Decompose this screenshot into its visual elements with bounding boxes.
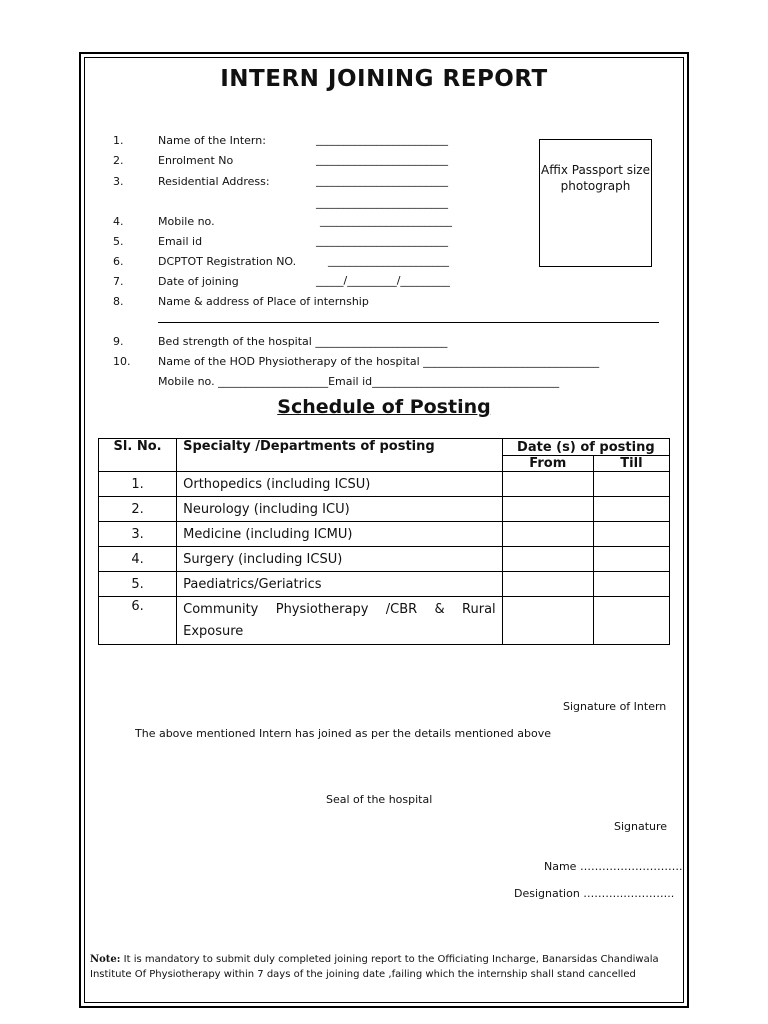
header-specialty: Specialty /Departments of posting [177, 439, 503, 472]
row-specialty: Neurology (including ICU) [177, 497, 503, 522]
note-text: It is mandatory to submit duly completed joining report to the Officiating Incharge, Banarsidas Chandiwala Institute Of Physiotherapy within 7 days of the joining date ,failing which the internship shall stand cancelled [90, 954, 659, 980]
field-label-bed-strength: Bed strength of the hospital ________________________ [158, 335, 448, 348]
field-line-registration[interactable]: ______________________ [328, 254, 449, 267]
row-till-cell[interactable] [593, 472, 669, 497]
field-label-enrolment: Enrolment No [158, 154, 234, 167]
field-line-enrolment[interactable]: ________________________ [316, 153, 448, 166]
row-from-cell[interactable] [502, 547, 593, 572]
field-number: 4. [113, 215, 124, 228]
row-sl: 6. [99, 597, 177, 645]
field-line-name[interactable]: ________________________ [316, 133, 448, 146]
row-till-cell[interactable] [593, 572, 669, 597]
note-label: Note: [90, 954, 121, 965]
field-number: 2. [113, 154, 124, 167]
field-number: 1. [113, 134, 124, 147]
field-label-email: Email id [158, 235, 203, 248]
row-from-cell[interactable] [502, 472, 593, 497]
row-till-cell[interactable] [593, 547, 669, 572]
row-from-cell[interactable] [502, 572, 593, 597]
field-line-mobile[interactable]: ________________________ [320, 214, 452, 227]
field-number: 8. [113, 295, 124, 308]
field-label-date-of-joining: Date of joining [158, 275, 239, 288]
row-specialty: Paediatrics/Geriatrics [177, 572, 503, 597]
table-row [99, 522, 670, 547]
field-number: 6. [113, 255, 124, 268]
header-dates: Date (s) of posting [502, 439, 669, 456]
row-till-cell[interactable] [593, 497, 669, 522]
row-sl: 3. [99, 522, 177, 547]
field-label-address: Residential Address: [158, 175, 270, 188]
signature-of-intern: Signature of Intern [563, 700, 667, 713]
field-line-date-of-joining[interactable]: _____/_________/_________ [316, 274, 450, 287]
note-footer [90, 952, 680, 982]
joined-statement: The above mentioned Intern has joined as per the details mentioned above [135, 727, 551, 740]
field-number: 3. [113, 175, 124, 188]
field-label-name: Name of the Intern: [158, 134, 266, 147]
table-row [99, 497, 670, 522]
table-row [99, 597, 670, 645]
field-number: 7. [113, 275, 124, 288]
schedule-table [98, 438, 670, 645]
designation-line[interactable]: Designation ………..………….. [514, 887, 675, 900]
table-row [99, 472, 670, 497]
field-number: 10. [113, 355, 131, 368]
row-specialty: Community Physiotherapy /CBR & Rural Exposure [177, 597, 503, 645]
field-line-address-2[interactable]: ________________________ [316, 196, 448, 209]
header-from: From [502, 456, 593, 472]
field-label-registration: DCPTOT Registration NO. [158, 255, 297, 268]
field-line-email[interactable]: ________________________ [316, 234, 448, 247]
field-number: 5. [113, 235, 124, 248]
row-from-cell[interactable] [502, 597, 593, 645]
row-sl: 4. [99, 547, 177, 572]
name-line[interactable]: Name ………………………. [544, 860, 683, 873]
field-label-hod-contact: Mobile no. ____________________Email id__________________________________ [158, 375, 560, 388]
signature-label: Signature [614, 820, 668, 833]
row-from-cell[interactable] [502, 522, 593, 547]
field-label-place-of-internship: Name & address of Place of internship [158, 295, 369, 308]
photo-box-label: Affix Passport size photograph [541, 163, 650, 193]
field-label-hod-name: Name of the HOD Physiotherapy of the hospital ________________________________ [158, 355, 600, 368]
field-line-place-of-internship[interactable] [158, 322, 659, 323]
table-row [99, 547, 670, 572]
schedule-title: Schedule of Posting [277, 396, 491, 418]
field-label-mobile: Mobile no. [158, 215, 215, 228]
header-till: Till [593, 456, 669, 472]
row-till-cell[interactable] [593, 597, 669, 645]
row-specialty: Surgery (including ICSU) [177, 547, 503, 572]
row-specialty: Orthopedics (including ICSU) [177, 472, 503, 497]
row-sl: 2. [99, 497, 177, 522]
row-sl: 1. [99, 472, 177, 497]
page-title: INTERN JOINING REPORT [220, 66, 548, 92]
row-till-cell[interactable] [593, 522, 669, 547]
row-specialty: Medicine (including ICMU) [177, 522, 503, 547]
table-row [99, 572, 670, 597]
row-sl: 5. [99, 572, 177, 597]
field-number: 9. [113, 335, 124, 348]
header-sl-no: Sl. No. [99, 439, 177, 472]
seal-of-hospital: Seal of the hospital [326, 793, 433, 806]
photo-box [539, 139, 652, 267]
table-header-row [99, 439, 670, 456]
row-from-cell[interactable] [502, 497, 593, 522]
field-line-address[interactable]: ________________________ [316, 174, 448, 187]
